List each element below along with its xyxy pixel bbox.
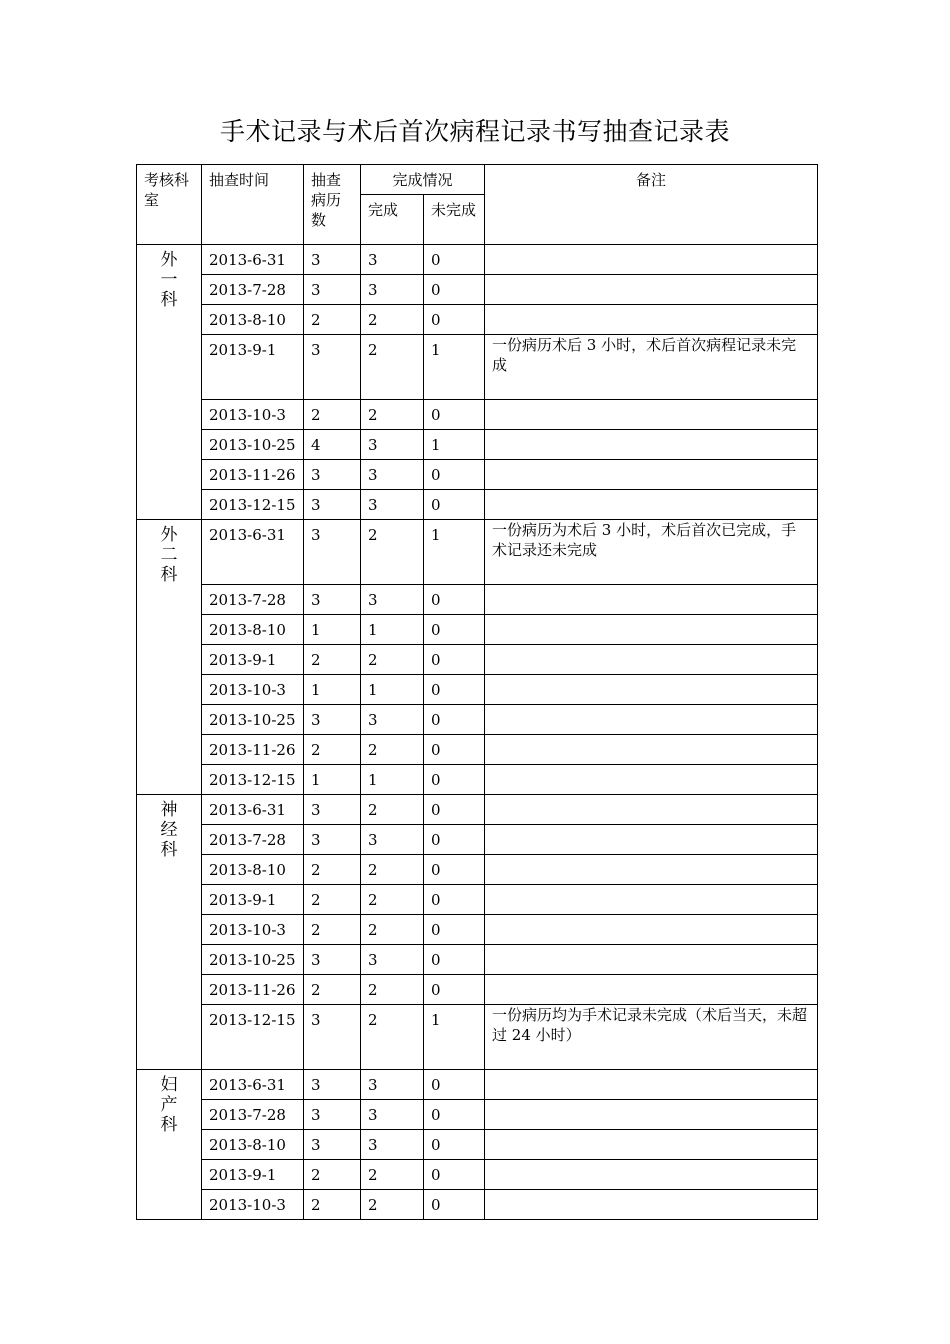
note-cell <box>485 615 818 645</box>
undone-cell: 0 <box>424 705 485 735</box>
table-row <box>137 245 818 275</box>
header-date: 抽查时间 <box>202 165 304 245</box>
date-cell: 2013-12-15 <box>202 1005 304 1070</box>
table-row <box>137 945 818 975</box>
table-row <box>137 490 818 520</box>
date-cell: 2013-10-3 <box>202 915 304 945</box>
note-cell <box>485 945 818 975</box>
date-cell: 2013-6-31 <box>202 795 304 825</box>
date-cell: 2013-11-26 <box>202 975 304 1005</box>
table-row <box>137 585 818 615</box>
date-cell: 2013-9-1 <box>202 885 304 915</box>
date-cell: 2013-7-28 <box>202 585 304 615</box>
undone-cell: 0 <box>424 915 485 945</box>
count-cell: 1 <box>304 765 361 795</box>
table-row <box>137 855 818 885</box>
done-cell: 3 <box>361 705 424 735</box>
undone-cell: 1 <box>424 1005 485 1070</box>
done-cell: 3 <box>361 430 424 460</box>
date-cell: 2013-6-31 <box>202 245 304 275</box>
date-cell: 2013-10-3 <box>202 1190 304 1220</box>
note-cell <box>485 1190 818 1220</box>
dept-name: 外 一 科 <box>160 250 178 310</box>
table-row <box>137 1070 818 1100</box>
undone-cell: 0 <box>424 1100 485 1130</box>
undone-cell: 1 <box>424 430 485 460</box>
table-row <box>137 520 818 585</box>
table-body <box>137 245 818 1220</box>
date-cell: 2013-10-25 <box>202 430 304 460</box>
count-cell: 2 <box>304 735 361 765</box>
note-cell <box>485 795 818 825</box>
done-cell: 3 <box>361 825 424 855</box>
note-cell <box>485 645 818 675</box>
done-cell: 2 <box>361 975 424 1005</box>
date-cell: 2013-8-10 <box>202 305 304 335</box>
undone-cell: 0 <box>424 1130 485 1160</box>
done-cell: 2 <box>361 1160 424 1190</box>
count-cell: 3 <box>304 825 361 855</box>
count-cell: 3 <box>304 1005 361 1070</box>
done-cell: 3 <box>361 1130 424 1160</box>
dept-name: 妇 产 科 <box>160 1075 178 1135</box>
note-cell <box>485 885 818 915</box>
undone-cell: 0 <box>424 795 485 825</box>
count-cell: 2 <box>304 1160 361 1190</box>
note-cell <box>485 1070 818 1100</box>
table-row <box>137 795 818 825</box>
date-cell: 2013-12-15 <box>202 765 304 795</box>
note-cell: 一份病历为术后 3 小时，术后首次已完成，手术记录还未完成 <box>485 520 818 585</box>
header-note: 备注 <box>485 165 818 245</box>
undone-cell: 0 <box>424 945 485 975</box>
date-cell: 2013-10-3 <box>202 400 304 430</box>
date-cell: 2013-9-1 <box>202 1160 304 1190</box>
undone-cell: 0 <box>424 1190 485 1220</box>
header-undone: 未完成 <box>424 195 485 245</box>
undone-cell: 0 <box>424 825 485 855</box>
count-cell: 2 <box>304 400 361 430</box>
count-cell: 3 <box>304 460 361 490</box>
note-cell <box>485 705 818 735</box>
date-cell: 2013-6-31 <box>202 520 304 585</box>
table-row <box>137 1130 818 1160</box>
date-cell: 2013-6-31 <box>202 1070 304 1100</box>
done-cell: 1 <box>361 615 424 645</box>
date-cell: 2013-10-25 <box>202 705 304 735</box>
undone-cell: 0 <box>424 615 485 645</box>
undone-cell: 0 <box>424 675 485 705</box>
undone-cell: 0 <box>424 305 485 335</box>
done-cell: 3 <box>361 460 424 490</box>
undone-cell: 0 <box>424 275 485 305</box>
date-cell: 2013-8-10 <box>202 1130 304 1160</box>
table-row <box>137 1005 818 1070</box>
header-status: 完成情况 <box>361 165 485 195</box>
note-cell <box>485 585 818 615</box>
date-cell: 2013-7-28 <box>202 1100 304 1130</box>
table-row <box>137 400 818 430</box>
note-cell <box>485 430 818 460</box>
table-row <box>137 915 818 945</box>
note-cell <box>485 915 818 945</box>
date-cell: 2013-10-3 <box>202 675 304 705</box>
done-cell: 2 <box>361 305 424 335</box>
count-cell: 2 <box>304 1190 361 1220</box>
undone-cell: 0 <box>424 975 485 1005</box>
note-cell <box>485 765 818 795</box>
date-cell: 2013-10-25 <box>202 945 304 975</box>
done-cell: 2 <box>361 1005 424 1070</box>
page-title: 手术记录与术后首次病程记录书写抽查记录表 <box>219 117 730 146</box>
done-cell: 3 <box>361 245 424 275</box>
count-cell: 2 <box>304 645 361 675</box>
note-cell <box>485 735 818 765</box>
table-row <box>137 735 818 765</box>
done-cell: 2 <box>361 885 424 915</box>
date-cell: 2013-11-26 <box>202 460 304 490</box>
date-cell: 2013-7-28 <box>202 275 304 305</box>
note-cell <box>485 490 818 520</box>
count-cell: 3 <box>304 705 361 735</box>
note-cell <box>485 460 818 490</box>
table-row <box>137 975 818 1005</box>
date-cell: 2013-8-10 <box>202 615 304 645</box>
count-cell: 2 <box>304 915 361 945</box>
undone-cell: 0 <box>424 245 485 275</box>
done-cell: 2 <box>361 1190 424 1220</box>
date-cell: 2013-11-26 <box>202 735 304 765</box>
table-row <box>137 765 818 795</box>
count-cell: 2 <box>304 885 361 915</box>
dept-name: 神 经 科 <box>160 800 178 860</box>
count-cell: 1 <box>304 615 361 645</box>
done-cell: 3 <box>361 490 424 520</box>
count-cell: 3 <box>304 585 361 615</box>
dept-cell <box>137 1070 202 1220</box>
table-row <box>137 1100 818 1130</box>
note-cell: 一份病历均为手术记录未完成（术后当天，未超过 24 小时） <box>485 1005 818 1070</box>
done-cell: 2 <box>361 645 424 675</box>
table-row <box>137 825 818 855</box>
dept-cell <box>137 795 202 1070</box>
audit-table <box>136 164 818 1220</box>
note-cell <box>485 855 818 885</box>
count-cell: 3 <box>304 275 361 305</box>
count-cell: 4 <box>304 430 361 460</box>
done-cell: 1 <box>361 765 424 795</box>
done-cell: 2 <box>361 735 424 765</box>
undone-cell: 0 <box>424 1070 485 1100</box>
count-cell: 3 <box>304 335 361 400</box>
dept-cell <box>137 520 202 795</box>
note-cell <box>485 305 818 335</box>
done-cell: 3 <box>361 1070 424 1100</box>
table-row <box>137 675 818 705</box>
undone-cell: 0 <box>424 645 485 675</box>
undone-cell: 0 <box>424 885 485 915</box>
note-cell <box>485 675 818 705</box>
date-cell: 2013-9-1 <box>202 335 304 400</box>
note-cell <box>485 825 818 855</box>
note-cell <box>485 275 818 305</box>
header-count: 抽查病历数 <box>304 165 361 245</box>
count-cell: 3 <box>304 1070 361 1100</box>
done-cell: 3 <box>361 1100 424 1130</box>
note-cell: 一份病历术后 3 小时，术后首次病程记录未完成 <box>485 335 818 400</box>
table-row <box>137 305 818 335</box>
undone-cell: 0 <box>424 460 485 490</box>
count-cell: 3 <box>304 795 361 825</box>
count-cell: 3 <box>304 1130 361 1160</box>
done-cell: 2 <box>361 400 424 430</box>
count-cell: 3 <box>304 245 361 275</box>
note-cell <box>485 1100 818 1130</box>
table-row <box>137 885 818 915</box>
undone-cell: 0 <box>424 735 485 765</box>
table-row <box>137 615 818 645</box>
undone-cell: 1 <box>424 520 485 585</box>
table-row <box>137 705 818 735</box>
dept-cell <box>137 245 202 520</box>
undone-cell: 0 <box>424 1160 485 1190</box>
note-cell <box>485 245 818 275</box>
done-cell: 2 <box>361 855 424 885</box>
count-cell: 2 <box>304 855 361 885</box>
note-cell <box>485 400 818 430</box>
table-row <box>137 430 818 460</box>
undone-cell: 0 <box>424 490 485 520</box>
undone-cell: 0 <box>424 585 485 615</box>
done-cell: 3 <box>361 945 424 975</box>
undone-cell: 0 <box>424 400 485 430</box>
table-row <box>137 645 818 675</box>
header-dept: 考核科室 <box>137 165 202 245</box>
done-cell: 2 <box>361 335 424 400</box>
count-cell: 3 <box>304 945 361 975</box>
count-cell: 3 <box>304 1100 361 1130</box>
done-cell: 1 <box>361 675 424 705</box>
date-cell: 2013-7-28 <box>202 825 304 855</box>
header-done: 完成 <box>361 195 424 245</box>
count-cell: 3 <box>304 490 361 520</box>
done-cell: 2 <box>361 915 424 945</box>
undone-cell: 1 <box>424 335 485 400</box>
count-cell: 2 <box>304 975 361 1005</box>
table-row <box>137 1160 818 1190</box>
count-cell: 2 <box>304 305 361 335</box>
date-cell: 2013-8-10 <box>202 855 304 885</box>
note-cell <box>485 975 818 1005</box>
table-row <box>137 275 818 305</box>
undone-cell: 0 <box>424 855 485 885</box>
note-cell <box>485 1160 818 1190</box>
table-row <box>137 460 818 490</box>
done-cell: 2 <box>361 795 424 825</box>
table-row <box>137 335 818 400</box>
done-cell: 3 <box>361 275 424 305</box>
count-cell: 1 <box>304 675 361 705</box>
done-cell: 3 <box>361 585 424 615</box>
date-cell: 2013-9-1 <box>202 645 304 675</box>
dept-name: 外 二 科 <box>160 525 178 585</box>
table-row <box>137 1190 818 1220</box>
done-cell: 2 <box>361 520 424 585</box>
date-cell: 2013-12-15 <box>202 490 304 520</box>
undone-cell: 0 <box>424 765 485 795</box>
note-cell <box>485 1130 818 1160</box>
count-cell: 3 <box>304 520 361 585</box>
